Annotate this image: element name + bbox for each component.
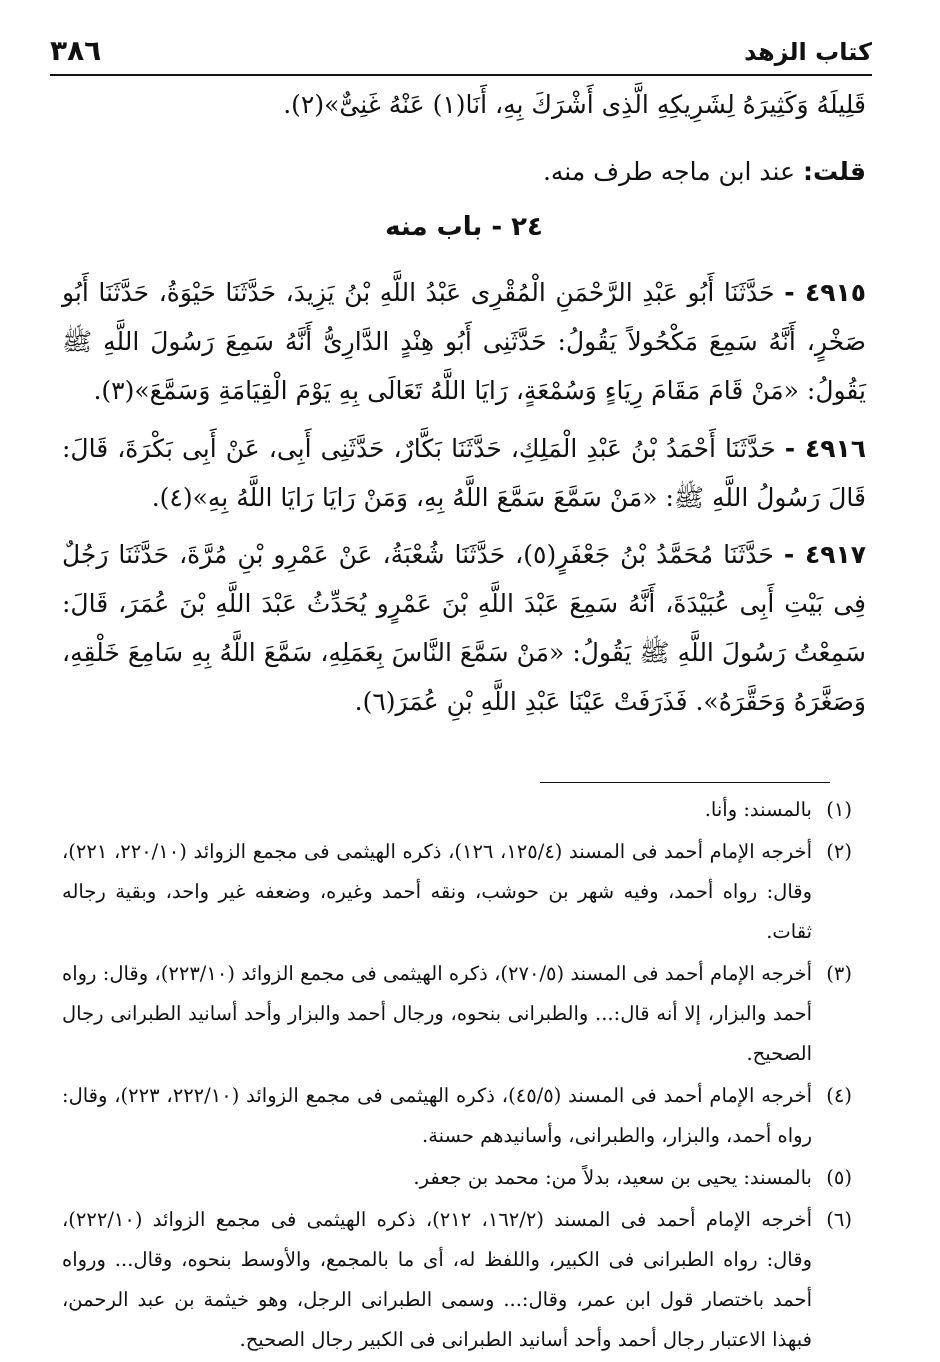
intro-line (62, 80, 866, 129)
footnote-3 (62, 954, 852, 1074)
footnote-1 (62, 790, 852, 830)
footnote-text: أخرجه الإمام أحمد فى المسند (٢٧٠/٥)، ذكره الهيثمى فى مجمع الزوائد (٢٢٣/١٠)، وقال: رواه أحمد والبزار، إلا أنه قال:... والطبرانى بنحوه، ورجال أحمد والبزار وأحد أسانيد الطبرانى رجال الصحيح. (62, 962, 812, 1065)
footnote-marker: (٢) (826, 840, 852, 863)
intro-text: قَلِيلَهُ وَكَثِيرَهُ لِشَرِيكِهِ الَّذِى أَشْرَكَ بِهِ، أَنَا(١) عَنْهُ غَنِىٌّ»(٢). (283, 90, 866, 119)
hadith-text: حَدَّثَنَا أَحْمَدُ بْنُ عَبْدِ الْمَلِكِ، حَدَّثَنَا بَكَّارٌ، حَدَّثَنِى أَبِى، عَنْ أَبِى بَكْرَةَ، قَالَ: قَالَ رَسُولُ اللَّهِ ﷺ: «مَنْ سَمَّعَ سَمَّعَ اللَّهُ بِهِ، وَمَنْ رَايَا رَايَا اللَّهُ بِهِ»(٤). (62, 434, 866, 512)
qult-label: قلت: (802, 157, 866, 186)
hadith-number: ٤٩١٥ - (784, 278, 866, 307)
footnote-text: بالمسند: وأنا. (704, 798, 812, 821)
hadith-4915 (62, 268, 866, 415)
hadith-number: ٤٩١٧ - (783, 540, 866, 569)
hadith-4916 (62, 424, 866, 522)
footnote-text: أخرجه الإمام أحمد فى المسند (١٢٥/٤، ١٢٦)، ذكره الهيثمى فى مجمع الزوائد (٢٢٠/١٠، ٢٢١)، وقال: رواه أحمد، وفيه شهر بن حوشب، ونقه أحمد وغيره، وضعفه غير واحد، وبقية رجاله ثقات. (62, 840, 812, 943)
book-title: كتاب الزهد (744, 38, 872, 66)
page-number: ٣٨٦ (50, 34, 102, 67)
footnote-marker: (٦) (826, 1208, 852, 1231)
footnote-4 (62, 1076, 852, 1156)
hadith-text: حَدَّثَنَا مُحَمَّدُ بْنُ جَعْفَرٍ(٥)، حَدَّثَنَا شُعْبَةُ، عَنْ عَمْرِو بْنِ مُرَّةَ، حَدَّثَنَا رَجُلٌ فِى بَيْتِ أَبِى عُبَيْدَةَ، أَنَّهُ سَمِعَ عَبْدَ اللَّهِ بْنَ عَمْرٍو يُحَدِّثُ عَبْدَ اللَّهِ بْنَ عُمَرَ، قَالَ: سَمِعْتُ رَسُولَ اللَّهِ ﷺ يَقُولُ: «مَنْ سَمَّعَ النَّاسَ بِعَمَلِهِ، سَمَّعَ اللَّهُ بِهِ سَامِعَ خَلْقِهِ، وَصَغَّرَهُ وَحَقَّرَهُ». فَذَرَفَتْ عَيْنَا عَبْدِ اللَّهِ بْنِ عُمَرَ(٦). (62, 540, 866, 716)
section-heading: ٢٤ - باب منه (385, 212, 543, 242)
footnote-text: أخرجه الإمام أحمد فى المسند (١٦٢/٢، ٢١٢)، ذكره الهيثمى فى مجمع الزوائد (٢٢٢/١٠)، وقال: رواه الطبرانى فى الكبير، واللفظ له، أى ما بالمجمع، والأوسط بنحوه، وقال... ورواه أحمد باختصار قول ابن عمر، وقال:... وسمى الطبرانى الرجل، وهو خيثمة بن عبد الرحمن، فبهذا الاعتبار رجال أحمد وأحد أسانيد الطبرانى فى الكبير رجال الصحيح. (62, 1208, 812, 1351)
hadith-text: حَدَّثَنَا أَبُو عَبْدِ الرَّحْمَنِ الْمُقْرِى عَبْدُ اللَّهِ بْنُ يَزِيدَ، حَدَّثَنَا حَيْوَةُ، حَدَّثَنَا أَبُو صَخْرٍ، أَنَّهُ سَمِعَ مَكْحُولاً يَقُولُ: حَدَّثَنِى أَبُو هِنْدٍ الدَّارِىُّ أَنَّهُ سَمِعَ رَسُولَ اللَّهِ ﷺ يَقُولُ: «مَنْ قَامَ مَقَامَ رِيَاءٍ وَسُمْعَةٍ، رَايَا اللَّهُ تَعَالَى بِهِ يَوْمَ الْقِيَامَةِ وَسَمَّعَ»(٣). (62, 278, 866, 405)
footnote-marker: (١) (826, 798, 852, 821)
hadith-number: ٤٩١٦ - (784, 434, 866, 463)
qult-paragraph (62, 147, 866, 196)
footnotes (62, 790, 852, 1362)
footnote-6 (62, 1200, 852, 1360)
footnote-marker: (٤) (826, 1084, 852, 1107)
page-header (50, 34, 872, 76)
footnote-5 (62, 1158, 852, 1198)
hadith-4917 (62, 530, 866, 726)
footnote-divider (540, 782, 830, 783)
footnote-marker: (٥) (826, 1166, 852, 1189)
qult-text: عند ابن ماجه طرف منه. (542, 157, 803, 186)
footnote-text: بالمسند: يحيى بن سعيد، بدلاً من: محمد بن جعفر. (413, 1166, 812, 1189)
footnote-text: أخرجه الإمام أحمد فى المسند (٤٥/٥)، ذكره الهيثمى فى مجمع الزوائد (٢٢٢/١٠، ٢٢٣)، وقال: رواه أحمد، والبزار، والطبرانى، وأسانيدهم حسنة. (62, 1084, 812, 1147)
footnote-marker: (٣) (826, 962, 852, 985)
footnote-2 (62, 832, 852, 952)
